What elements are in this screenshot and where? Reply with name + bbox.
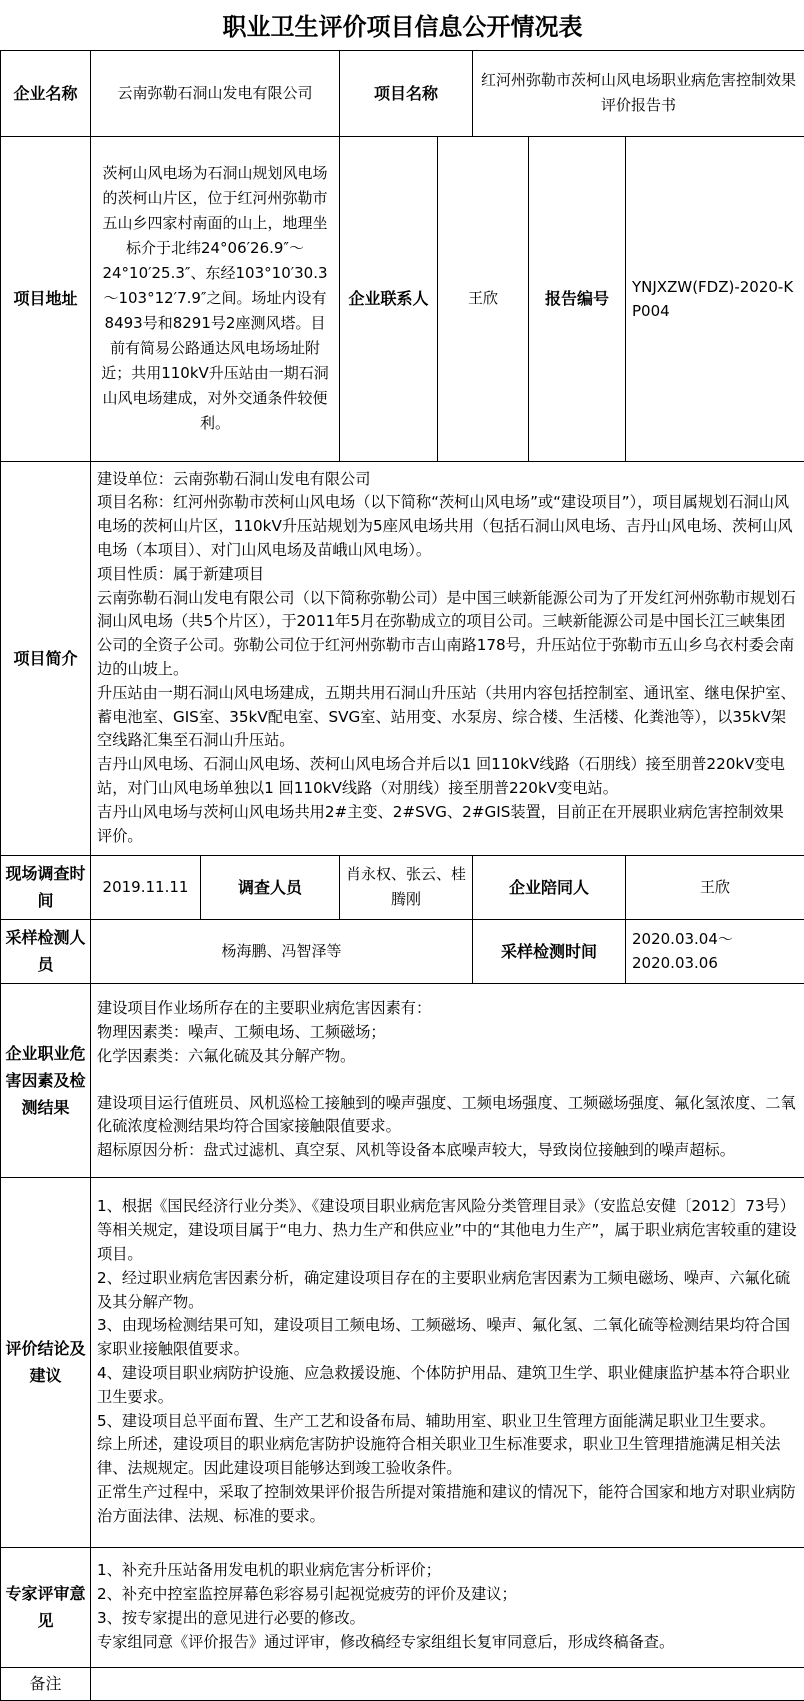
conclusion-content <box>91 1177 804 1547</box>
sampling-staff-value: 杨海鹏、冯智泽等 <box>91 919 473 983</box>
conclusion-paragraph: 3、由现场检测结果可知，建设项目工频电场、工频磁场、噪声、氟化氢、二氧化硫等检测结果均符合国家职业接触限值要求。 <box>97 1316 791 1359</box>
project-name-label: 项目名称 <box>340 50 473 136</box>
conclusion-paragraph: 4、建设项目职业病防护设施、应急救援设施、个体防护用品、建筑卫生学、职业健康监护基本符合职业卫生要求。 <box>97 1364 791 1406</box>
intro-paragraph: 升压站由一期石洞山风电场建成，五期共用石洞山升压站（共用内容包括控制室、通讯室、继电保护室、蓄电池室、GIS室、35kV配电室、SVG室、站用变、水泵房、综合楼、生活楼、化粪池等），以35kV架空线路汇集至石洞山升压站。 <box>97 683 796 750</box>
conclusion-paragraph: 2、经过职业病危害因素分析，确定建设项目存在的主要职业病危害因素为工频电磁场、噪声、六氟化硫及其分解产物。 <box>97 1268 791 1311</box>
survey-staff-label: 调查人员 <box>201 855 340 919</box>
report-number-label: 报告编号 <box>529 136 626 461</box>
expert-opinion-content <box>91 1547 804 1667</box>
survey-time-label: 现场调查时间 <box>1 855 91 919</box>
conclusion-row <box>1 1177 804 1547</box>
expert-line: 专家组同意《评价报告》通过评审，修改稿经专家组组长复审同意后，形成终稿备查。 <box>97 1632 675 1651</box>
intro-paragraph: 吉丹山风电场、石洞山风电场、茨柯山风电场合并后以1 回110kV线路（石朋线）接至朋普220kV变电站，对门山风电场单独以1 回110kV线路（对朋线）接至朋普220kV变电站。 <box>97 755 785 797</box>
remark-row <box>1 1667 804 1700</box>
expert-line: 1、补充升压站备用发电机的职业病危害分析评价； <box>97 1561 441 1580</box>
title-row <box>1 0 804 50</box>
hazard-line: 建设项目作业场所存在的主要职业病危害因素有： <box>97 999 432 1018</box>
company-escort-value: 王欣 <box>626 855 804 919</box>
expert-line: 2、补充中控室监控屏幕色彩容易引起视觉疲劳的评价及建议； <box>97 1585 517 1604</box>
conclusion-paragraph: 1、根据《国民经济行业分类》、《建设项目职业病危害风险分类管理目录》（安监总安健〔2012〕73号）等相关规定，建设项目属于“电力、热力生产和供应业”中的“其他电力生产”，属于职业病危害较重的建设项目。 <box>97 1197 797 1264</box>
project-intro-label: 项目简介 <box>1 461 91 855</box>
intro-paragraph: 项目性质：属于新建项目 <box>97 564 265 583</box>
intro-paragraph: 云南弥勒石洞山发电有限公司（以下简称弥勒公司）是中国三峡新能源公司为了开发红河州弥勒市规划石洞山风电场（共5个片区），于2011年5月在弥勒成立的项目公司。三峡新能源公司是中国长江三峡集团公司的全资子公司。弥勒公司位于红河州弥勒市吉山南路178号，升压站位于弥勒市五山乡乌衣村委会南边的山坡上。 <box>97 588 796 678</box>
hazard-results-content <box>91 983 804 1177</box>
page-title: 职业卫生评价项目信息公开情况表 <box>1 0 804 50</box>
intro-paragraph: 吉丹山风电场与茨柯山风电场共用2#主变、2#SVG、2#GIS装置，目前正在开展职业病危害控制效果评价。 <box>97 802 784 845</box>
expert-line: 3、按专家提出的意见进行必要的修改。 <box>97 1609 365 1627</box>
sampling-time-end: 2020.03.06 <box>632 954 718 972</box>
hazard-results-label: 企业职业危害因素及检测结果 <box>1 983 91 1177</box>
sampling-row <box>1 919 804 983</box>
remark-label: 备注 <box>1 1667 91 1700</box>
intro-row <box>1 461 804 855</box>
conclusion-paragraph: 综上所述，建设项目的职业病危害防护设施符合相关职业卫生标准要求，职业卫生管理措施满足相关法律、法规规定。因此建设项目能够达到竣工验收条件。 <box>97 1435 781 1478</box>
expert-opinion-label: 专家评审意见 <box>1 1547 91 1667</box>
intro-paragraph: 项目名称：红河州弥勒市茨柯山风电场（以下简称“茨柯山风电场”或“建设项目”），项目属规划石洞山风电场的茨柯山片区，110kV升压站规划为5座风电场共用（包括石洞山风电场、吉丹山风电场、茨柯山风电场（本项目）、对门山风电场及苗峨山风电场）。 <box>97 493 793 560</box>
sampling-time-start: 2020.03.04～ <box>632 930 733 948</box>
company-contact-value: 王欣 <box>438 136 529 461</box>
conclusion-paragraph: 5、建设项目总平面布置、生产工艺和设备布局、辅助用室、职业卫生管理方面能满足职业卫生要求。 <box>97 1411 775 1430</box>
company-row <box>1 50 804 136</box>
company-name-value: 云南弥勒石洞山发电有限公司 <box>91 50 340 136</box>
survey-time-value: 2019.11.11 <box>91 855 201 919</box>
report-number-value: YNJXZW(FDZ)-2020-KP004 <box>626 136 804 461</box>
project-name-value: 红河州弥勒市茨柯山风电场职业病危害控制效果评价报告书 <box>473 50 804 136</box>
hazard-line: 物理因素类：噪声、工频电场、工频磁场； <box>97 1022 386 1041</box>
intro-paragraph: 建设单位：云南弥勒石洞山发电有限公司 <box>97 469 371 488</box>
expert-row <box>1 1547 804 1667</box>
project-intro-content <box>91 461 804 855</box>
company-name-label: 企业名称 <box>1 50 91 136</box>
address-row <box>1 136 804 461</box>
project-address-label: 项目地址 <box>1 136 91 461</box>
sampling-time-value <box>626 919 804 983</box>
sampling-time-label: 采样检测时间 <box>473 919 626 983</box>
project-address-value: 茨柯山风电场为石洞山规划风电场的茨柯山片区，位于红河州弥勒市五山乡四家村南面的山上，地理坐标介于北纬24°06′26.9″～24°10′25.3″、东经103°10′30.3～103°12′7.9″之间。场址内设有8493号和8291号2座测风塔。目前有简易公路通达风电场场址附近；共用110kV升压站由一期石洞山风电场建成，对外交通条件较便利。 <box>91 136 340 461</box>
survey-staff-value: 肖永权、张云、桂腾刚 <box>340 855 473 919</box>
survey-row <box>1 855 804 919</box>
hazard-line <box>97 1069 798 1092</box>
company-escort-label: 企业陪同人 <box>473 855 626 919</box>
hazard-line: 建设项目运行值班员、风机巡检工接触到的噪声强度、工频电场强度、工频磁场强度、氟化氢浓度、二氧化硫浓度检测结果均符合国家接触限值要求。 <box>97 1093 796 1136</box>
conclusion-paragraph: 正常生产过程中，采取了控制效果评价报告所提对策措施和建议的情况下，能符合国家和地方对职业病防治方面法律、法规、标准的要求。 <box>97 1482 796 1525</box>
conclusion-label: 评价结论及建议 <box>1 1177 91 1547</box>
hazard-line: 化学因素类：六氟化硫及其分解产物。 <box>97 1046 356 1065</box>
hazard-row <box>1 983 804 1177</box>
hazard-line: 超标原因分析：盘式过滤机、真空泵、风机等设备本底噪声较大，导致岗位接触到的噪声超标。 <box>97 1141 735 1160</box>
remark-value <box>91 1667 804 1700</box>
company-contact-label: 企业联系人 <box>340 136 438 461</box>
sampling-staff-label: 采样检测人员 <box>1 919 91 983</box>
